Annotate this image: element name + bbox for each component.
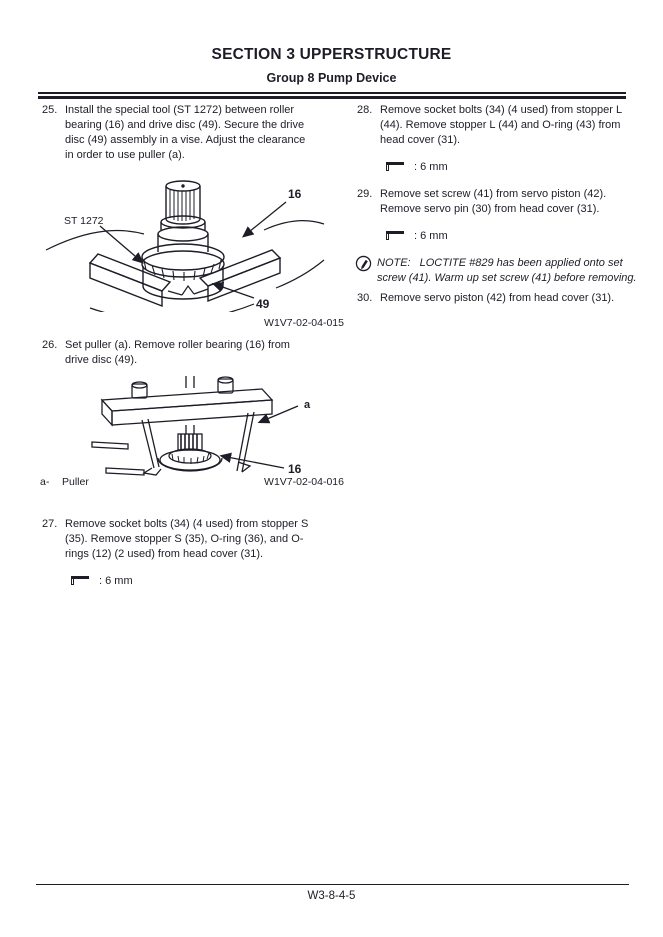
section-title: SECTION 3 UPPERSTRUCTURE (211, 46, 452, 63)
step-number: 26. (42, 339, 58, 351)
figure2-id: W1V7-02-04-016 (264, 476, 344, 488)
group-title: Group 8 Pump Device (266, 71, 397, 85)
pencil-note-icon (355, 255, 372, 272)
step-text: Remove socket bolts (34) (4 used) from stopper L (44). Remove stopper L (44) and O-ring (43) from head cover (31). (380, 104, 622, 146)
step-30 (357, 291, 642, 306)
note-block (355, 256, 642, 285)
step-text: Remove socket bolts (34) (4 used) from stopper S (35). Remove stopper S (35), O-ring (36), and O-rings (12) (2 used) from head cover (31). (65, 518, 309, 560)
figure-st1272-setup (42, 174, 350, 329)
page-header (0, 0, 663, 99)
figure2-label-a: a (304, 399, 311, 411)
hex-size-label: : 6 mm (414, 230, 448, 242)
step-number: 30. (357, 292, 373, 304)
step-28 (357, 103, 642, 148)
note-text-wrap (377, 256, 642, 285)
right-column (357, 103, 642, 601)
step-number: 28. (357, 104, 373, 116)
hex-size-callout-29 (386, 230, 642, 242)
legend-value: Puller (62, 476, 89, 488)
figure1-label-st1272: ST 1272 (64, 215, 104, 227)
step-number: 27. (42, 518, 58, 530)
left-column (42, 103, 350, 601)
step-text: Remove set screw (41) from servo piston (42). Remove servo pin (30) from head cover (31). (380, 188, 607, 215)
figure1-id: W1V7-02-04-015 (264, 317, 344, 329)
step-number: 25. (42, 104, 58, 116)
header-double-rule (38, 92, 626, 99)
legend-key: a- (40, 476, 50, 488)
figure2-label-16: 16 (288, 462, 302, 476)
step-26 (42, 338, 350, 368)
step-text: Set puller (a). Remove roller bearing (16) from drive disc (49). (65, 339, 290, 366)
puller-drawing (72, 376, 357, 476)
two-column-body (42, 103, 635, 601)
hex-wrench-icon (71, 576, 91, 586)
step-29 (357, 187, 642, 217)
step-number: 29. (357, 188, 373, 200)
hex-size-label: : 6 mm (99, 575, 133, 587)
hex-wrench-icon (386, 231, 406, 241)
hex-wrench-icon (386, 162, 406, 172)
footer-rule (36, 884, 629, 885)
drive-disc-bearing-drawing (42, 174, 327, 312)
page-code: W3-8-4-5 (307, 890, 356, 902)
hex-size-callout-27 (71, 575, 350, 587)
figure1-label-16: 16 (288, 187, 302, 201)
step-text: Install the special tool (ST 1272) between roller bearing (16) and drive disc (49). Secure the drive disc (49) assembly in a vise. Adjust the clearance in order to use puller (a). (65, 104, 306, 161)
note-label: NOTE: (377, 257, 411, 269)
hex-size-label: : 6 mm (414, 161, 448, 173)
figure-puller (42, 376, 350, 488)
hex-size-callout-28 (386, 161, 642, 173)
step-text: Remove servo piston (42) from head cover (31). (380, 292, 615, 304)
step-25 (42, 103, 350, 163)
note-text: LOCTITE #829 has been applied onto set screw (41). Warm up set screw (41) before removing. (377, 257, 637, 284)
figure2-legend (40, 476, 350, 488)
step-27 (42, 517, 350, 562)
figure1-label-49: 49 (256, 297, 270, 311)
